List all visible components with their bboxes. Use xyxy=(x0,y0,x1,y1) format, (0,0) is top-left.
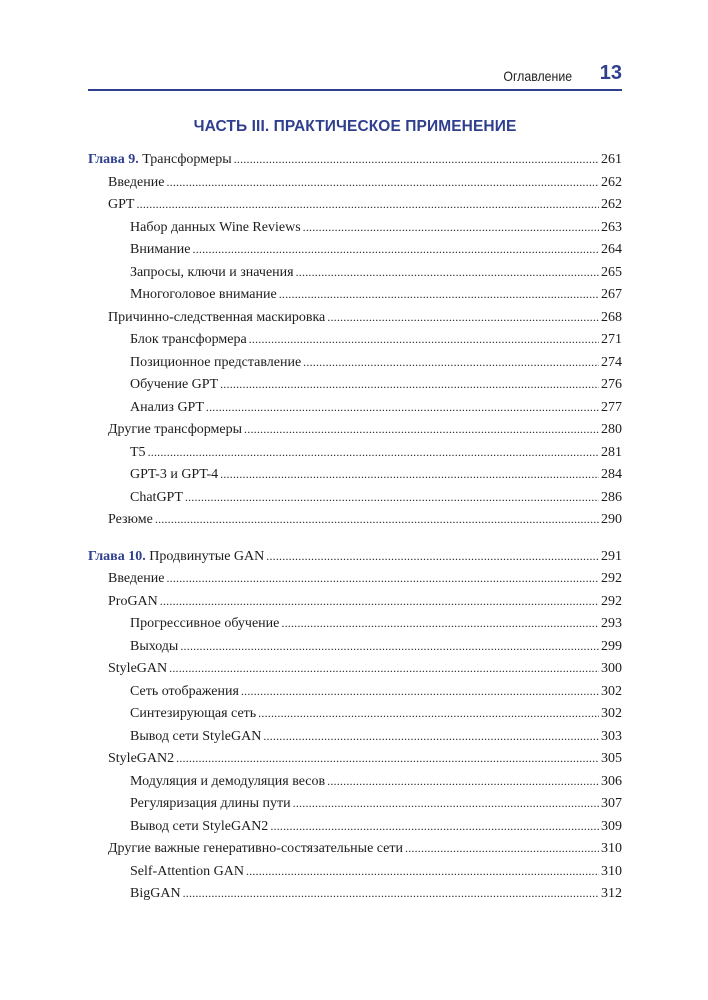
chapter-page-number: 261 xyxy=(601,152,622,167)
entry-title: Другие трансформеры xyxy=(108,422,243,437)
entry-title: ProGAN xyxy=(108,593,158,609)
toc-subsection-entry[interactable] xyxy=(88,702,622,725)
entry-page-number: 310 xyxy=(601,841,622,856)
dot-leader xyxy=(258,702,599,726)
toc-subsection-entry[interactable] xyxy=(88,486,622,509)
dot-leader xyxy=(206,396,599,420)
toc-subsection-entry[interactable] xyxy=(88,860,622,883)
entry-title: Другие важные генеративно-состязательные сети xyxy=(108,841,403,856)
entry-page-number: 277 xyxy=(601,399,622,415)
dot-leader xyxy=(193,238,600,262)
entry-title: Сеть отображения xyxy=(130,683,239,699)
entry-title: T5 xyxy=(130,444,146,460)
toc-section-entry[interactable] xyxy=(88,837,622,860)
entry-page-number: 264 xyxy=(601,242,622,257)
entry-title: BigGAN xyxy=(130,886,181,901)
toc-section-entry[interactable] xyxy=(88,590,622,613)
entry-page-number: 309 xyxy=(601,818,622,834)
toc-subsection-entry[interactable] xyxy=(88,238,622,261)
entry-page-number: 302 xyxy=(601,683,622,699)
toc-section-entry[interactable] xyxy=(88,193,622,216)
dot-leader xyxy=(155,508,599,532)
entry-page-number: 290 xyxy=(601,512,622,527)
dot-leader xyxy=(183,882,599,906)
entry-page-number: 300 xyxy=(601,661,622,676)
entry-page-number: 292 xyxy=(601,593,622,609)
entry-title: Блок трансформера xyxy=(130,332,247,347)
table-of-contents xyxy=(88,148,622,905)
entry-title: GPT-3 и GPT-4 xyxy=(130,467,219,482)
toc-subsection-entry[interactable] xyxy=(88,792,622,815)
entry-title: Анализ GPT xyxy=(130,399,204,415)
entry-title: Выходы xyxy=(130,638,179,654)
toc-chapter-entry[interactable] xyxy=(88,148,622,171)
entry-page-number: 305 xyxy=(601,751,622,766)
toc-section-entry[interactable] xyxy=(88,567,622,590)
toc-subsection-entry[interactable] xyxy=(88,635,622,658)
toc-subsection-entry[interactable] xyxy=(88,283,622,306)
toc-subsection-entry[interactable] xyxy=(88,328,622,351)
dot-leader xyxy=(160,590,599,614)
toc-subsection-entry[interactable] xyxy=(88,261,622,284)
entry-page-number: 284 xyxy=(601,467,622,482)
entry-title: Причинно-следственная маскировка xyxy=(108,309,326,325)
part-title: ЧАСТЬ III. ПРАКТИЧЕСКОЕ ПРИМЕНЕНИЕ xyxy=(193,118,517,135)
entry-title: Набор данных Wine Reviews xyxy=(130,219,301,235)
chapter-title: Трансформеры xyxy=(142,152,232,167)
entry-title: Обучение GPT xyxy=(130,377,219,392)
toc-section-entry[interactable] xyxy=(88,747,622,770)
entry-title: Позиционное представление xyxy=(130,354,302,370)
dot-leader xyxy=(249,328,599,352)
chapter-label: Глава 9. xyxy=(88,152,139,167)
dot-leader xyxy=(405,837,599,861)
entry-page-number: 265 xyxy=(601,264,622,280)
entry-page-number: 312 xyxy=(601,886,622,901)
toc-section-entry[interactable] xyxy=(88,171,622,194)
entry-title: Вывод сети StyleGAN2 xyxy=(130,818,269,834)
dot-leader xyxy=(303,351,599,375)
entry-page-number: 271 xyxy=(601,332,622,347)
toc-section-entry[interactable] xyxy=(88,418,622,441)
dot-leader xyxy=(176,747,599,771)
dot-leader xyxy=(263,725,599,749)
dot-leader xyxy=(244,418,599,442)
toc-subsection-entry[interactable] xyxy=(88,815,622,838)
entry-title: Модуляция и демодуляция весов xyxy=(130,773,326,789)
entry-title: Прогрессивное обучение xyxy=(130,616,280,631)
chapter-heading xyxy=(88,546,264,569)
dot-leader xyxy=(281,612,599,636)
dot-leader xyxy=(185,486,599,510)
dot-leader xyxy=(180,635,599,659)
entry-page-number: 292 xyxy=(601,571,622,586)
entry-page-number: 299 xyxy=(601,638,622,654)
entry-title: StyleGAN xyxy=(108,661,168,676)
toc-subsection-entry[interactable] xyxy=(88,396,622,419)
chapter-label: Глава 10. xyxy=(88,548,146,564)
entry-title: ChatGPT xyxy=(130,489,183,505)
toc-subsection-entry[interactable] xyxy=(88,770,622,793)
toc-subsection-entry[interactable] xyxy=(88,351,622,374)
entry-page-number: 280 xyxy=(601,422,622,437)
toc-subsection-entry[interactable] xyxy=(88,680,622,703)
toc-section-entry[interactable] xyxy=(88,657,622,680)
entry-title: Введение xyxy=(108,174,165,190)
dot-leader xyxy=(169,657,599,681)
entry-title: StyleGAN2 xyxy=(108,751,175,766)
dot-leader xyxy=(327,306,599,330)
dot-leader xyxy=(327,770,599,794)
running-header-title: Оглавление xyxy=(503,68,572,84)
entry-page-number: 262 xyxy=(601,174,622,190)
entry-page-number: 262 xyxy=(601,197,622,212)
toc-subsection-entry[interactable] xyxy=(88,441,622,464)
entry-title: GPT xyxy=(108,197,135,212)
dot-leader xyxy=(220,463,599,487)
entry-title: Регуляризация длины пути xyxy=(130,796,291,811)
toc-section-entry[interactable] xyxy=(88,306,622,329)
entry-page-number: 276 xyxy=(601,377,622,392)
dot-leader xyxy=(246,860,599,884)
entry-title: Синтезирующая сеть xyxy=(130,706,257,721)
toc-subsection-entry[interactable] xyxy=(88,463,622,486)
entry-title: Внимание xyxy=(130,242,191,257)
dot-leader xyxy=(270,815,599,839)
page-number: 13 xyxy=(599,62,622,84)
entry-title: Запросы, ключи и значения xyxy=(130,264,294,280)
chapter-page-number: 291 xyxy=(601,548,622,564)
dot-leader xyxy=(234,148,599,172)
chapter-title: Продвинутые GAN xyxy=(149,548,265,564)
dot-leader xyxy=(241,680,599,704)
entry-title: Self-Attention GAN xyxy=(130,863,244,879)
entry-page-number: 267 xyxy=(601,287,622,302)
chapter-heading xyxy=(88,149,232,172)
entry-title: Введение xyxy=(108,571,165,586)
toc-chapter-entry[interactable] xyxy=(88,545,622,568)
dot-leader xyxy=(279,283,599,307)
dot-leader xyxy=(136,193,599,217)
toc-subsection-entry[interactable] xyxy=(88,216,622,239)
toc-section-entry[interactable] xyxy=(88,508,622,531)
entry-page-number: 293 xyxy=(601,616,622,631)
dot-leader xyxy=(220,373,599,397)
entry-page-number: 274 xyxy=(601,354,622,370)
entry-title: Многоголовое внимание xyxy=(130,287,277,302)
entry-page-number: 310 xyxy=(601,863,622,879)
chapter-gap xyxy=(88,531,622,545)
dot-leader xyxy=(303,216,599,240)
toc-subsection-entry[interactable] xyxy=(88,612,622,635)
entry-page-number: 263 xyxy=(601,219,622,235)
entry-page-number: 281 xyxy=(601,444,622,460)
entry-title: Резюме xyxy=(108,512,153,527)
running-header xyxy=(88,62,622,90)
dot-leader xyxy=(166,171,599,195)
dot-leader xyxy=(148,441,599,465)
entry-page-number: 286 xyxy=(601,489,622,505)
entry-page-number: 268 xyxy=(601,309,622,325)
toc-subsection-entry[interactable] xyxy=(88,373,622,396)
entry-page-number: 307 xyxy=(601,796,622,811)
toc-subsection-entry[interactable] xyxy=(88,882,622,905)
entry-page-number: 302 xyxy=(601,706,622,721)
dot-leader xyxy=(296,261,599,285)
header-rule xyxy=(88,89,622,91)
entry-page-number: 303 xyxy=(601,728,622,744)
entry-page-number: 306 xyxy=(601,773,622,789)
entry-title: Вывод сети StyleGAN xyxy=(130,728,262,744)
dot-leader xyxy=(266,545,599,569)
toc-subsection-entry[interactable] xyxy=(88,725,622,748)
dot-leader xyxy=(293,792,599,816)
dot-leader xyxy=(166,567,599,591)
